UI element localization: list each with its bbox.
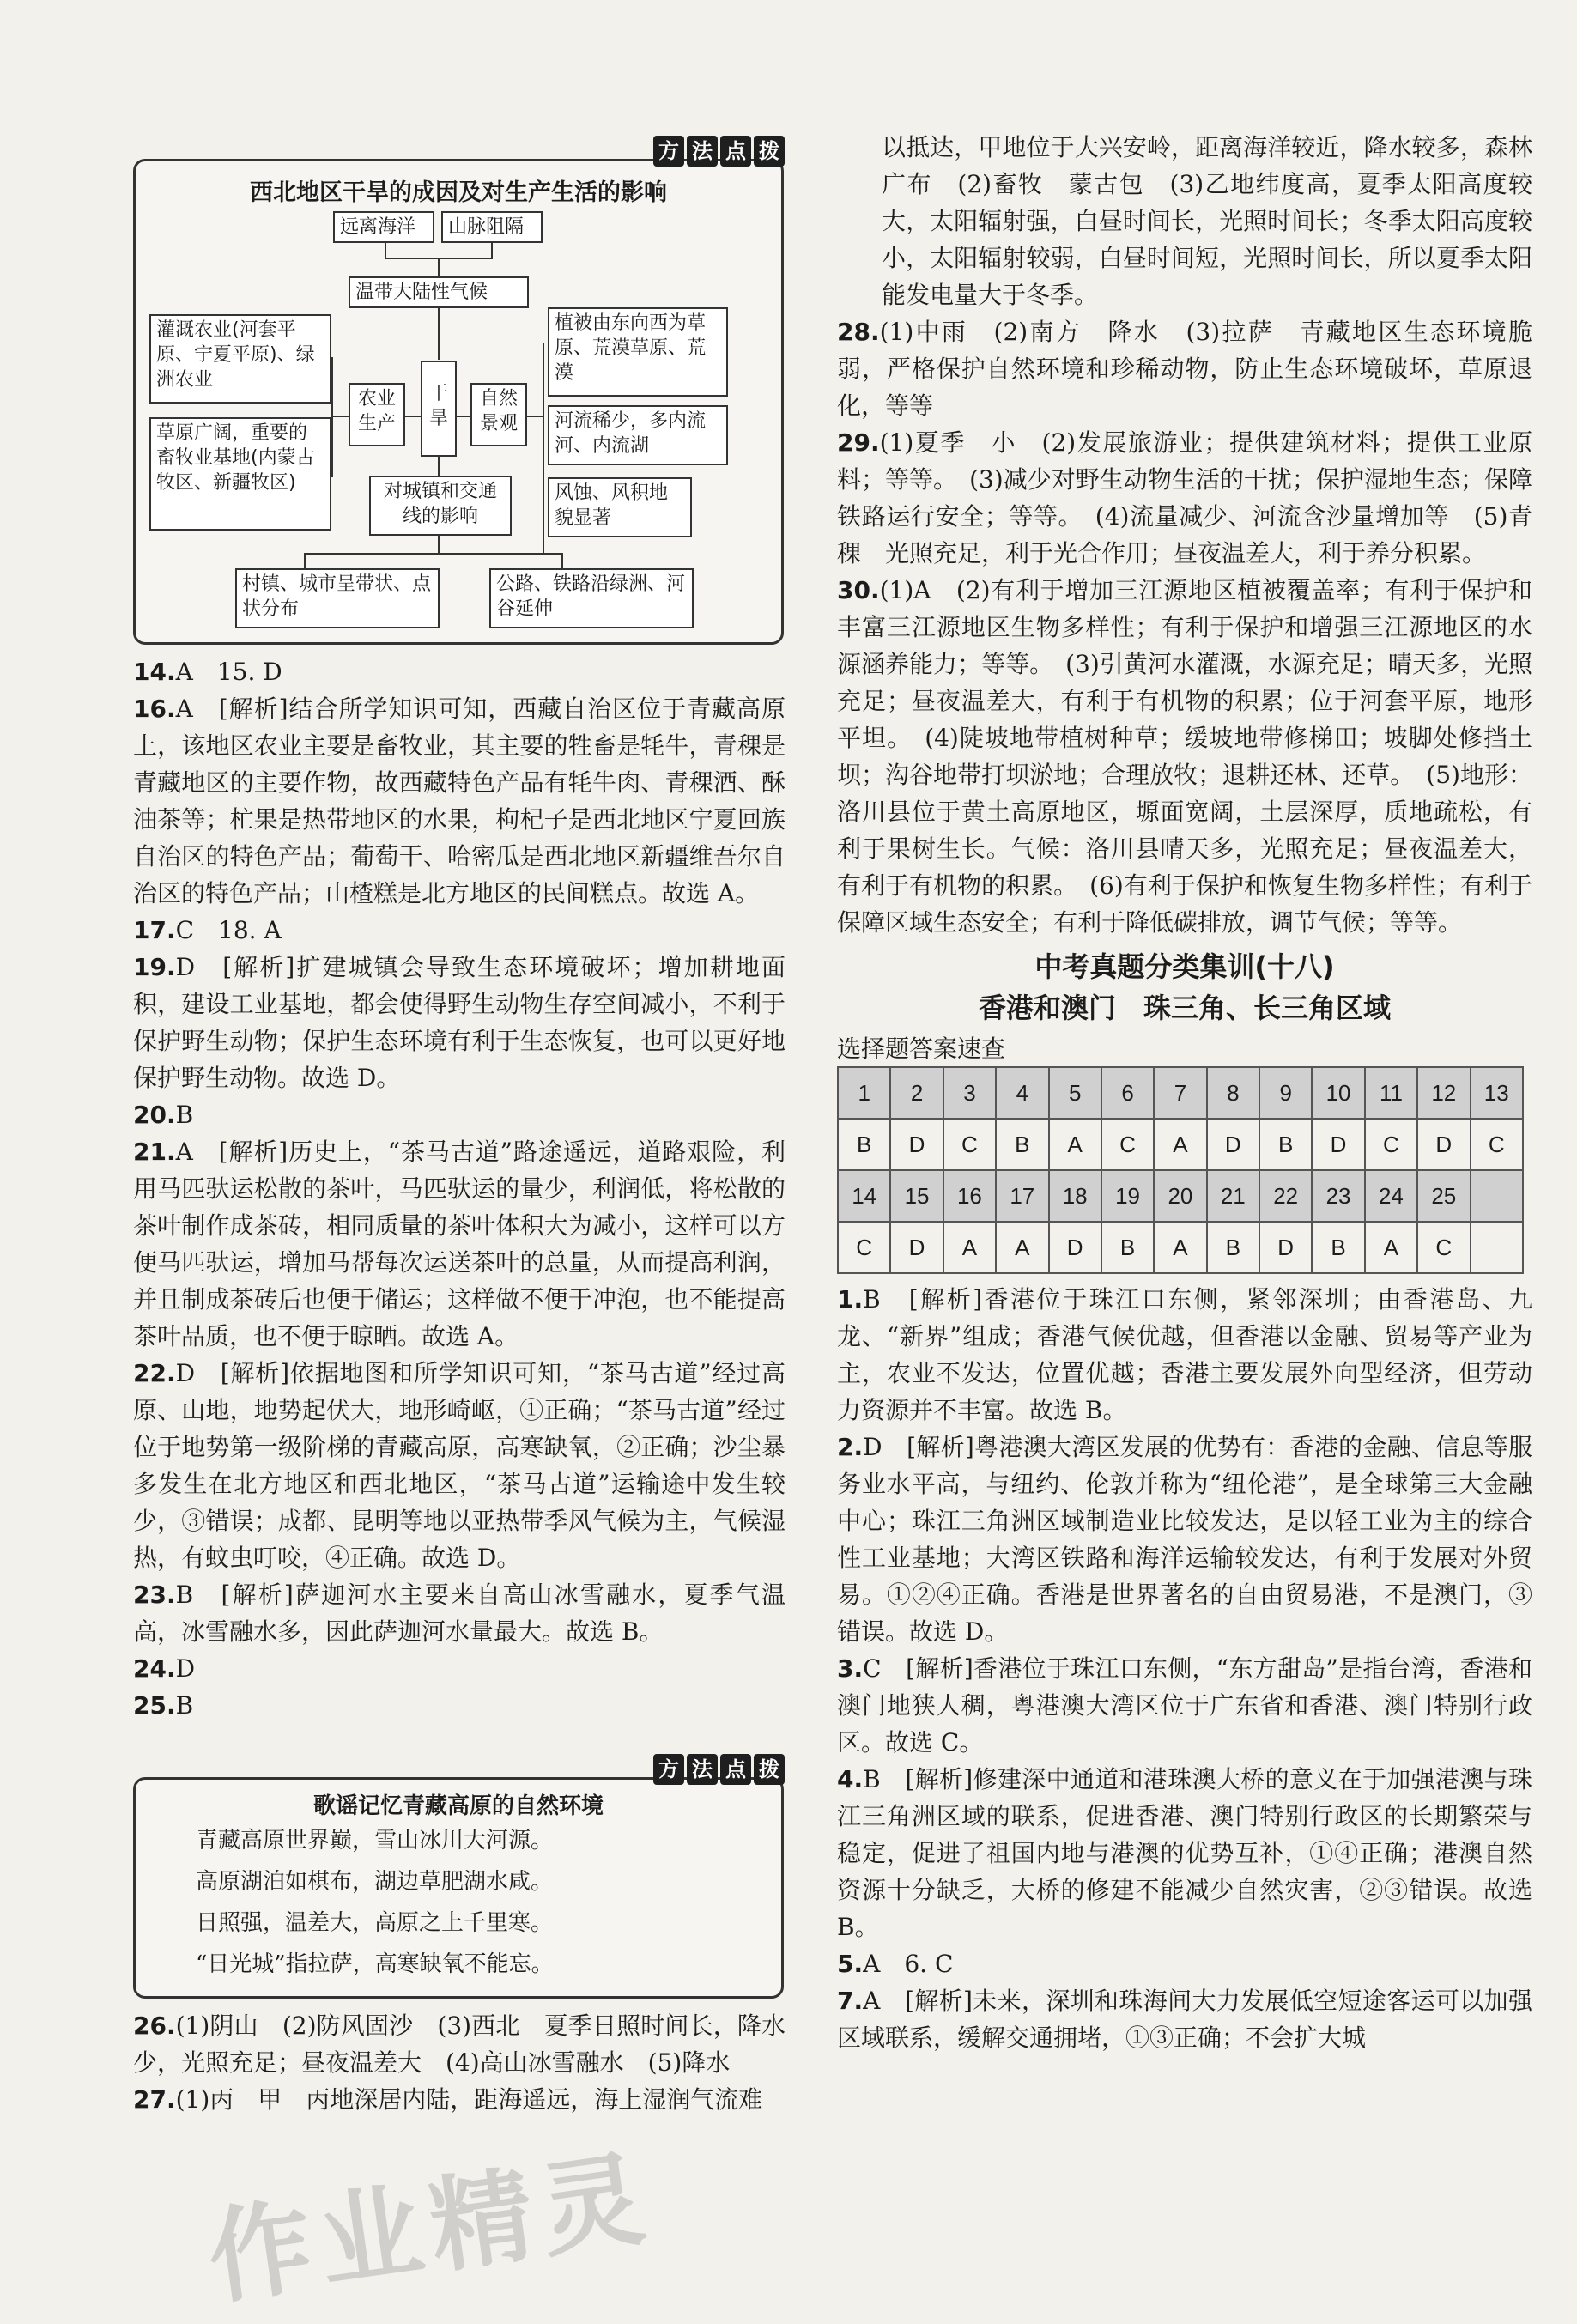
tag-char: 法 xyxy=(687,136,718,167)
answer-item: 29.(1)夏季 小 (2)发展旅游业；提供建筑材料；提供工业原料；等等。 (3)减少对野生动物生活的干扰；保护湿地生态；保障铁路运行安全；等等。 (4)流量减少、河流含沙量增加等 (5)青稞 光照充足，利于光合作用；昼夜温差大，利于养分积累。 xyxy=(837,428,1532,567)
table-cell: 3 xyxy=(943,1067,996,1119)
watermark: 作业精灵 xyxy=(201,2139,660,2320)
left-column xyxy=(133,129,785,2118)
answer-item: 22.D [解析]依据地图和所学知识可知，“茶马古道”经过高原、山地，地势起伏大，地形崎岖，①正确；“茶马古道”经过位于地势第一级阶梯的青藏高原，高寒缺氧，②正确；沙尘暴多发生在北方地区和西北地区，“茶马古道”运输途中发生较少，③错误；成都、昆明等地以亚热带季风气候为主，气候湿热，有蚊虫叮咬，④正确。故选 D。 xyxy=(133,1359,785,1572)
answer-item: 28.(1)中雨 (2)南方 降水 (3)拉萨 青藏地区生态环境脆弱，严格保护自然环境和珍稀动物，防止生态环境破坏，草原退化，等等 xyxy=(837,318,1532,420)
tag-char: 方 xyxy=(653,136,684,167)
table-cell: 2 xyxy=(890,1067,943,1119)
answers-14-25 xyxy=(133,653,785,1724)
table-cell: 15 xyxy=(890,1170,943,1222)
table-cell: C xyxy=(838,1222,890,1273)
method-tag xyxy=(653,136,785,167)
answer-item: 1.B [解析]香港位于珠江口东侧，紧邻深圳；由香港岛、九龙、“新界”组成；香港气候优越，但香港以金融、贸易等产业为主，农业不发达，位置优越；香港主要发展外向型经济，但劳动力资源并不丰富。故选 B。 xyxy=(837,1285,1532,1424)
answer-item: 5.A 6. C xyxy=(837,1950,954,1978)
table-cell: D xyxy=(1207,1119,1259,1170)
table-cell: C xyxy=(1365,1119,1417,1170)
table-cell: C xyxy=(943,1119,996,1170)
table-cell: 6 xyxy=(1101,1067,1154,1119)
table-cell: 11 xyxy=(1365,1067,1417,1119)
tag-char: 点 xyxy=(720,136,751,167)
node-grassland: 草原广阔，重要的畜牧业基地(内蒙古牧区、新疆牧区) xyxy=(149,417,331,531)
node-climate: 温带大陆性气候 xyxy=(349,276,529,308)
table-cell: A xyxy=(1154,1119,1206,1170)
table-cell xyxy=(1471,1222,1524,1273)
tag-char: 方 xyxy=(653,1754,684,1785)
right-column xyxy=(837,129,1532,2056)
node-wind: 风蚀、风积地貌显著 xyxy=(548,477,692,537)
table-cell: B xyxy=(1207,1222,1259,1273)
table-cell: A xyxy=(943,1222,996,1273)
answer-item: 16.A [解析]结合所学知识可知，西藏自治区位于青藏高原上，该地区农业主要是畜牧业，其主要的牲畜是牦牛，青稞是青藏地区的主要作物，故西藏特色产品有牦牛肉、青稞酒、酥油茶等；杧果是热带地区的水果，枸杞子是西北地区宁夏回族自治区的特色产品；葡萄干、哈密瓜是西北地区新疆维吾尔自治区的特色产品；山楂糕是北方地区的民间糕点。故选 A。 xyxy=(133,695,785,907)
table-cell: 20 xyxy=(1154,1170,1206,1222)
table-row xyxy=(838,1222,1523,1273)
table-cell: A xyxy=(996,1222,1048,1273)
node-roads: 公路、铁路沿绿洲、河谷延伸 xyxy=(489,568,694,628)
answer-item: 7.A [解析]未来，深圳和珠海间大力发展低空短途客运可以加强区域联系，缓解交通拥堵，①③正确；不会扩大城 xyxy=(837,1987,1532,2052)
poem-line: 日照强，温差大，高原之上千里寒。 xyxy=(196,1910,554,1936)
table-cell: B xyxy=(996,1119,1048,1170)
tag-char: 拨 xyxy=(754,136,785,167)
table-cell: 13 xyxy=(1471,1067,1524,1119)
answer-item: 30.(1)A (2)有利于增加三江源地区植被覆盖率；有利于保护和丰富三江源地区生物多样性；有利于保护和增强三江源地区的水源涵养能力；等等。 (3)引黄河水灌溉，水源充足；晴天多，光照充足；昼夜温差大，有利于有机物的积累；位于河套平原，地形平坦。 (4)陡坡地带植树种草；缓坡地带修梯田；坡脚处修挡土坝；沟谷地带打坝淤地；合理放牧；退耕还林、还草。 (5)地形：洛川县位于黄土高原地区，塬面宽阔，土层深厚，质地疏松，有利于果树生长。气候：洛川县晴天多，光照充足；昼夜温差大，有利于有机物的积累。 (6)有利于保护和恢复生物多样性；有利于保障区域生态安全；有利于降低碳排放，调节气候；等等。 xyxy=(837,576,1532,937)
table-cell: 14 xyxy=(838,1170,890,1222)
table-cell: D xyxy=(1312,1119,1364,1170)
answer-item: 24.D xyxy=(133,1654,196,1683)
tag-char: 拨 xyxy=(754,1754,785,1785)
table-cell: 10 xyxy=(1312,1067,1364,1119)
answer-item: 20.B xyxy=(133,1101,194,1129)
table-cell: A xyxy=(1049,1119,1101,1170)
table-cell: 16 xyxy=(943,1170,996,1222)
answer-item: 3.C [解析]香港位于珠江口东侧，“东方甜岛”是指台湾，香港和澳门地狭人稠，粤港澳大湾区位于广东省和香港、澳门特别行政区。故选 C。 xyxy=(837,1654,1532,1757)
poem-line: 高原湖泊如棋布，湖边草肥湖水咸。 xyxy=(196,1869,554,1895)
table-cell: B xyxy=(1101,1222,1154,1273)
table-cell: 4 xyxy=(996,1067,1048,1119)
node-irrigation: 灌溉农业(河套平原、宁夏平原)、绿洲农业 xyxy=(149,314,331,404)
table-cell: 22 xyxy=(1259,1170,1312,1222)
answer-item: 27.(1)丙 甲 丙地深居内陆，距海遥远，海上湿润气流难 xyxy=(133,2085,763,2114)
answers-26-27 xyxy=(133,2007,785,2118)
answer-item: 25.B xyxy=(133,1691,194,1720)
table-cell: 23 xyxy=(1312,1170,1364,1222)
table-cell: 21 xyxy=(1207,1170,1259,1222)
node-dry: 干旱 xyxy=(421,361,457,457)
table-cell: 9 xyxy=(1259,1067,1312,1119)
node-vegetation: 植被由东向西为草原、荒漠草原、荒漠 xyxy=(548,307,728,397)
table-cell: 17 xyxy=(996,1170,1048,1222)
answer-item: 以抵达，甲地位于大兴安岭，距离海洋较近，降水较多，森林广布 (2)畜牧 蒙古包 (3)乙地纬度高，夏季太阳高度较大，太阳辐射强，白昼时间长，光照时间长；冬季太阳高度较小，太阳辐射较弱，白昼时间短，光照时间长，所以夏季太阳能发电量大于冬季。 xyxy=(882,133,1532,309)
table-cell: C xyxy=(1471,1119,1524,1170)
table-cell: 12 xyxy=(1417,1067,1470,1119)
table-cell: 5 xyxy=(1049,1067,1101,1119)
method-box-poem xyxy=(133,1757,784,1999)
answer-item: 19.D [解析]扩建城镇会导致生态环境破坏；增加耕地面积，建设工业基地，都会使得野生动物生存空间减小，不利于保护野生动物；保护生态环境有利于生态恢复，也可以更好地保护野生动物。故选 D。 xyxy=(133,953,785,1092)
poem-title: 歌谣记忆青藏高原的自然环境 xyxy=(312,1793,604,1819)
table-cell: C xyxy=(1417,1222,1470,1273)
table-cell: D xyxy=(890,1222,943,1273)
node-mountains: 山脉阻隔 xyxy=(441,211,543,243)
answer-item: 14.A 15. D xyxy=(133,658,282,686)
table-cell: D xyxy=(890,1119,943,1170)
table-cell: 19 xyxy=(1101,1170,1154,1222)
table-cell: B xyxy=(838,1119,890,1170)
node-villages: 村镇、城市呈带状、点状分布 xyxy=(235,568,440,628)
table-cell: A xyxy=(1365,1222,1417,1273)
answers-27-30 xyxy=(837,129,1532,941)
answer-item: 17.C 18. A xyxy=(133,916,282,944)
table-cell: B xyxy=(1259,1119,1312,1170)
node-nature: 自然景观 xyxy=(470,383,527,446)
table-row xyxy=(838,1170,1523,1222)
poem-line: “日光城”指拉萨，高寒缺氧不能忘。 xyxy=(196,1951,554,1977)
table-cell: D xyxy=(1259,1222,1312,1273)
table-cell xyxy=(1471,1170,1524,1222)
answer-table xyxy=(837,1066,1524,1274)
node-rivers: 河流稀少，多内流河、内流湖 xyxy=(548,405,728,465)
section-subtitle: 香港和澳门 珠三角、长三角区域 xyxy=(978,992,1391,1024)
diagram-title: 西北地区干旱的成因及对生产生活的影响 xyxy=(250,179,667,206)
table-caption: 选择题答案速查 xyxy=(837,1035,1006,1063)
table-row xyxy=(838,1119,1523,1170)
answer-item: 21.A [解析]历史上，“茶马古道”路途遥远，道路艰险，利用马匹驮运松散的茶叶，马匹驮运的量少，利润低，将松散的茶叶制作成茶砖，相同质量的茶叶体积大为减小，这样可以方便马匹驮运，增加马帮每次运送茶叶的总量，从而提高利润，并且制成茶砖后也便于储运；这样做不便于冲泡，也不能提高茶叶品质，也不便于晾晒。故选 A。 xyxy=(133,1138,785,1350)
method-tag xyxy=(653,1754,785,1785)
tag-char: 点 xyxy=(720,1754,751,1785)
table-cell: 18 xyxy=(1049,1170,1101,1222)
table-cell: B xyxy=(1312,1222,1364,1273)
node-far-ocean: 远离海洋 xyxy=(333,211,434,243)
answer-item: 4.B [解析]修建深中通道和港珠澳大桥的意义在于加强港澳与珠江三角洲区域的联系，促进香港、澳门特别行政区的长期繁荣与稳定，促进了祖国内地与港澳的优势互补，①④正确；港澳自然资源十分缺乏，大桥的修建不能减少自然灾害，②③错误。故选 B。 xyxy=(837,1765,1532,1941)
answer-item: 23.B [解析]萨迦河水主要来自高山冰雪融水，夏季气温高，冰雪融水多，因此萨迦河水量最大。故选 B。 xyxy=(133,1581,785,1646)
answer-item: 26.(1)阴山 (2)防风固沙 (3)西北 夏季日照时间长，降水少，光照充足；昼夜温差大 (4)高山冰雪融水 (5)降水 xyxy=(133,2012,785,2077)
tag-char: 法 xyxy=(687,1754,718,1785)
table-row xyxy=(838,1067,1523,1119)
table-cell: A xyxy=(1154,1222,1206,1273)
table-cell: C xyxy=(1101,1119,1154,1170)
answer-item: 2.D [解析]粤港澳大湾区发展的优势有：香港的金融、信息等服务业水平高，与纽约、伦敦并称为“纽伦港”，是全球第三大金融中心；珠江三角洲区域制造业比较发达，是以轻工业为主的综合性工业基地；大湾区铁路和海洋运输较发达，有利于发展对外贸易。①②④正确。香港是世界著名的自由贸易港，不是澳门，③错误。故选 D。 xyxy=(837,1433,1532,1646)
table-cell: D xyxy=(1049,1222,1101,1273)
table-cell: 8 xyxy=(1207,1067,1259,1119)
table-cell: 25 xyxy=(1417,1170,1470,1222)
node-towns-traffic: 对城镇和交通线的影响 xyxy=(369,476,512,536)
node-agri: 农业生产 xyxy=(349,383,405,446)
section-title: 中考真题分类集训(十八) xyxy=(1034,950,1335,983)
table-cell: 7 xyxy=(1154,1067,1206,1119)
answers-1-7 xyxy=(837,1281,1532,2056)
table-cell: D xyxy=(1417,1119,1470,1170)
method-box-diagram xyxy=(133,139,784,645)
table-cell: 24 xyxy=(1365,1170,1417,1222)
poem-line: 青藏高原世界巅，雪山冰川大河源。 xyxy=(196,1828,554,1854)
table-cell: 1 xyxy=(838,1067,890,1119)
